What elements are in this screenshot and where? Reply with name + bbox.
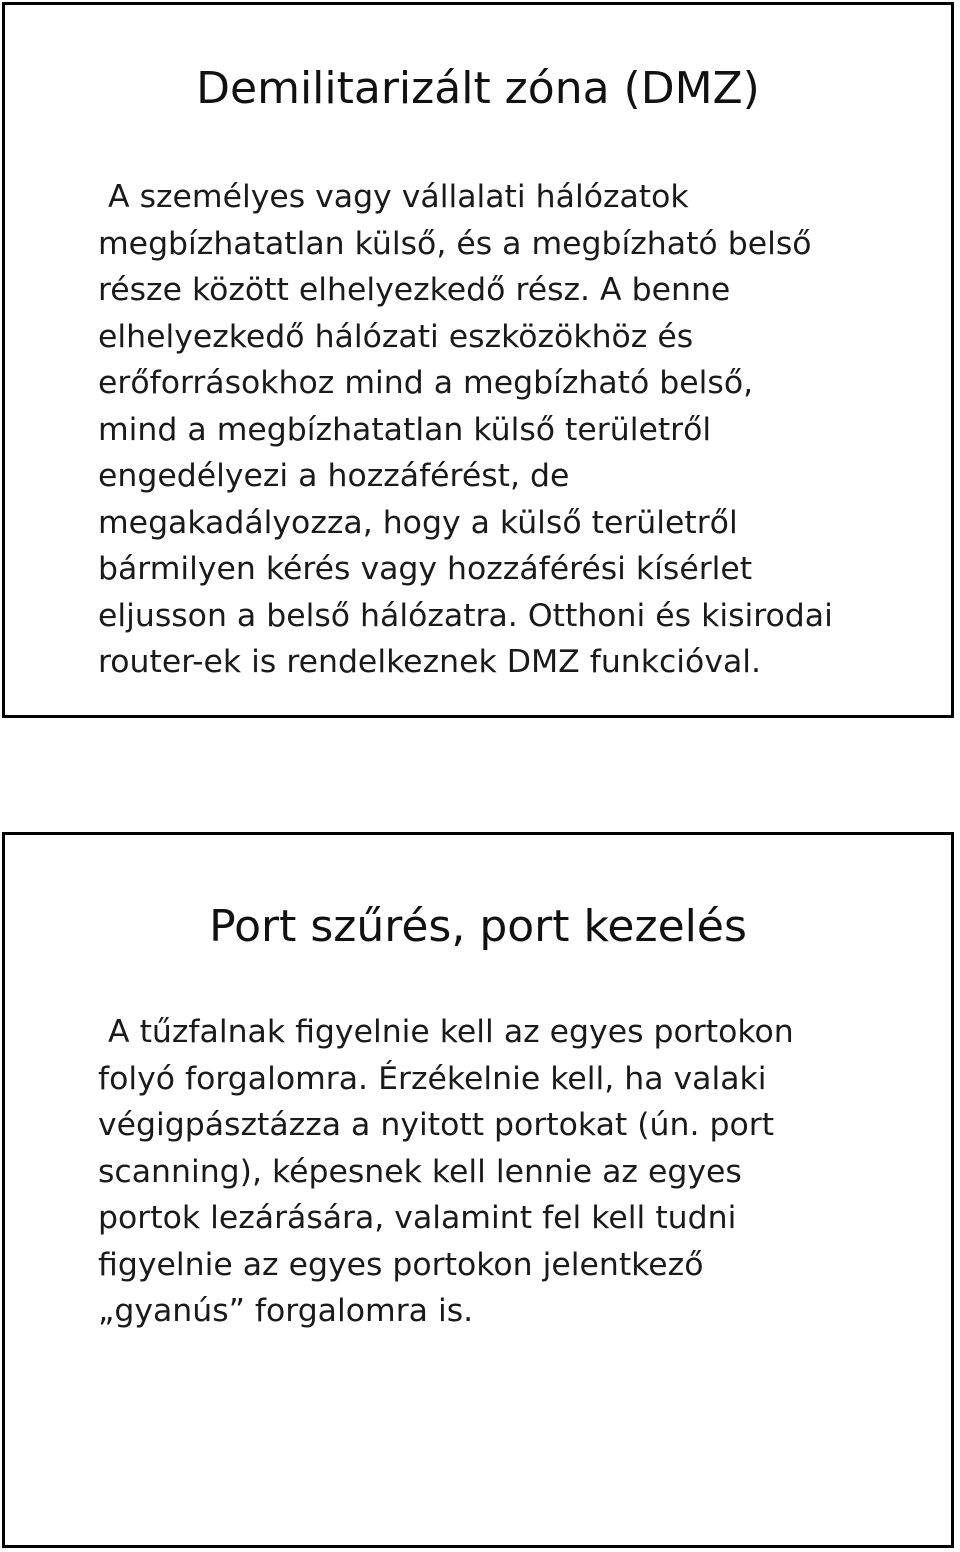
slide-title: Demilitarizált zóna (DMZ) bbox=[196, 63, 760, 114]
slide-dmz bbox=[2, 2, 954, 718]
slide-body-text: A tűzfalnak figyelnie kell az egyes portokon folyó forgalomra. Érzékelnie kell, ha valaki végigpásztázza a nyitott portokat (ún. port scanning), képesnek kell lennie az egyes portok lezárására, valamint fel kell tudni figyelnie az egyes portokon jelentkező „gyanús” forgalomra is. bbox=[98, 1014, 794, 1329]
slide-body-text: A személyes vagy vállalati hálózatok megbízhatatlan külső, és a megbízható belső része között elhelyezkedő rész. A benne elhelyezkedő hálózati eszközökhöz és erőforrásokhoz mind a megbízható belső, mind a megbízhatatlan külső területről engedélyezi a hozzáférést, de megakadályozza, hogy a külső területről bármilyen kérés vagy hozzáférési kísérlet eljusson a belső hálózatra. Otthoni és kisirodai router-ek is rendelkeznek DMZ funkcióval. bbox=[98, 179, 833, 680]
slide-port-filtering bbox=[2, 832, 954, 1548]
slide-title: Port szűrés, port kezelés bbox=[209, 901, 747, 952]
